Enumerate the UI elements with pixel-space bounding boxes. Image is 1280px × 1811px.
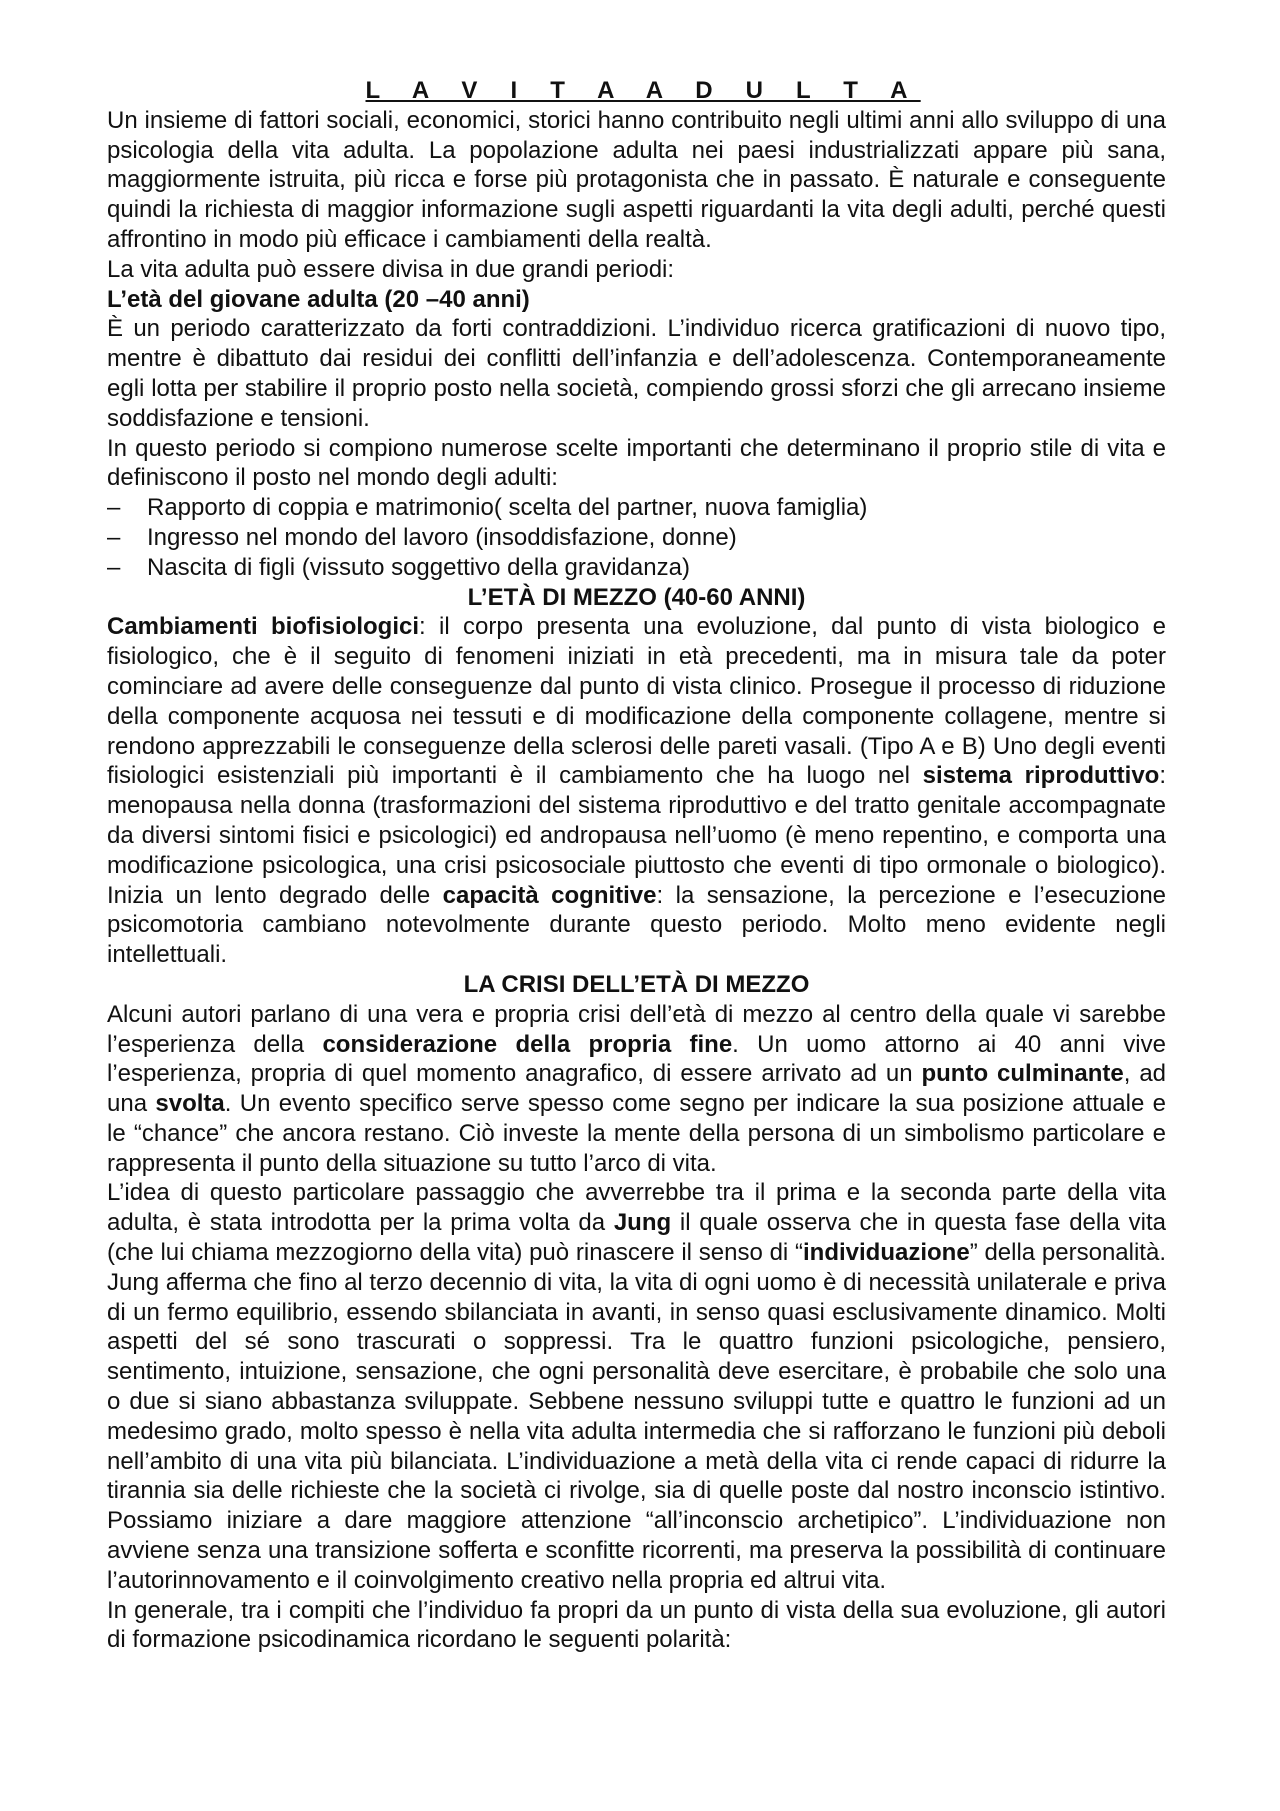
crisis-paragraph-2: L’idea di questo particolare passaggio che avverrebbe tra il prima e la seconda parte della vita adulta, è stata introdotta per la prima volta da Jung il quale osserva che in questa fase della vita (che lui chiama mezzogiorno della vita) può rinascere il senso di “individuazione” della personalità. Jung afferma che fino al terzo decennio di vita, la vita di ogni uomo è di necessità unilaterale e priva di un fermo equilibrio, essendo sbilanciata in avanti, in senso quasi esclusivamente dinamico. Molti aspetti del sé sono trascurati o soppressi. Tra le quattro funzioni psicologiche, pensiero, sentimento, intuizione, sensazione, che ogni personalità deve esercitare, è probabile che solo una o due si siano abbastanza sviluppate. Sebbene nessuno sviluppi tutte e quattro le funzioni ad un medesimo grado, molto spesso è nella vita adulta intermedia che si rafforzano le funzioni più deboli nell’ambito di una vita più bilanciata. L’individuazione a metà della vita ci rende capaci di ridurre la tirannia sia delle richieste che la società ci rivolge, sia di quelle poste dal nostro inconscio istintivo. Possiamo iniziare a dare maggiore attenzione “all’inconscio archetipico”. L’individuazione non avviene senza una transizione sofferta e sconfitte ricorrenti, ma preserva la possibilità di continuare l’autorinnovamento e il coinvolgimento creativo nella propria ed altrui vita.	[107, 1179, 1166, 1594]
middle-age-heading: L’ETÀ DI MEZZO (40-60 ANNI)	[467, 583, 806, 611]
crisis-heading: LA CRISI DELL’ETÀ DI MEZZO	[463, 970, 810, 998]
dash-bullet: –	[107, 523, 121, 551]
dash-bullet: –	[107, 553, 121, 581]
list-item: – Nascita di figli (vissuto soggettivo della gravidanza)	[107, 553, 690, 581]
intro-paragraph: Un insieme di fattori sociali, economici, storici hanno contribuito negli ultimi anni allo sviluppo di una psicologia della vita adulta. La popolazione adulta nei paesi industrializzati appare più sana, maggiormente istruita, più ricca e forse più protagonista che in passato. È naturale e conseguente quindi la richiesta di maggior informazione sugli aspetti riguardanti la vita degli adulti, perché questi affrontino in modo più efficace i cambiamenti della realtà.	[107, 106, 1166, 253]
dash-bullet: –	[107, 494, 121, 522]
young-adult-paragraph-1: È un periodo caratterizzato da forti contraddizioni. L’individuo ricerca gratificazioni di nuovo tipo, mentre è dibattuto dai residui dei conflitti dell’infanzia e dell’adolescenza. Contemporaneamente egli lotta per stabilire il proprio posto nella società, compiendo grossi sforzi che gli arrecano insieme soddisfazione e tensioni.	[107, 315, 1166, 432]
young-adult-list	[107, 493, 1166, 582]
periods-intro: La vita adulta può essere divisa in due grandi periodi:	[107, 255, 675, 283]
crisis-paragraph-3: In generale, tra i compiti che l’individuo fa propri da un punto di vista della sua evoluzione, gli autori di formazione psicodinamica ricordano le seguenti polarità:	[107, 1596, 1166, 1654]
list-item: – Ingresso nel mondo del lavoro (insoddisfazione, donne)	[107, 523, 737, 551]
crisis-paragraph-1: Alcuni autori parlano di una vera e propria crisi dell’età di mezzo al centro della quale vi sarebbe l’esperienza della considerazione della propria fine. Un uomo attorno ai 40 anni vive l’esperienza, propria di quel momento anagrafico, di essere arrivato ad un punto culminante, ad una svolta. Un evento specifico serve spesso come segno per indicare la sua posizione attuale e le “chance” che ancora restano. Ciò investe la mente della persona di un simbolismo particolare e rappresenta il punto della situazione su tutto l’arco di vita.	[107, 1000, 1167, 1177]
young-adult-heading: L’età del giovane adulta (20 –40 anni)	[107, 285, 530, 313]
middle-age-paragraph: Cambiamenti biofisiologici: il corpo presenta una evoluzione, dal punto di vista biologico e fisiologico, che è il seguito di fenomeni iniziati in età precedenti, ma in misura tale da poter cominciare ad avere delle conseguenze dal punto di vista clinico. Prosegue il processo di riduzione della componente acquosa nei tessuti e di modificazione della componente collagene, mentre si rendono apprezzabili le conseguenze della sclerosi delle pareti vasali. (Tipo A e B) Uno degli eventi fisiologici esistenziali più importanti è il cambiamento che ha luogo nel sistema riproduttivo: menopausa nella donna (trasformazioni del sistema riproduttivo e del tratto genitale accompagnate da diversi sintomi fisici e psicologici) ed andropausa nell’uomo (è meno repentino, e comporta una modificazione psicologica, una crisi psicosociale piuttosto che eventi di tipo ormonale o biologico). Inizia un lento degrado delle capacità cognitive: la sensazione, la percezione e l’esecuzione psicomotoria cambiano notevolmente durante questo periodo. Molto meno evidente negli intellettuali.	[107, 613, 1167, 969]
document-title: L A V I T A A D U L T A	[365, 77, 921, 104]
young-adult-paragraph-2: In questo periodo si compiono numerose scelte importanti che determinano il proprio stile di vita e definiscono il posto nel mondo degli adulti:	[107, 434, 1166, 492]
list-item: – Rapporto di coppia e matrimonio( scelta del partner, nuova famiglia)	[107, 494, 868, 522]
